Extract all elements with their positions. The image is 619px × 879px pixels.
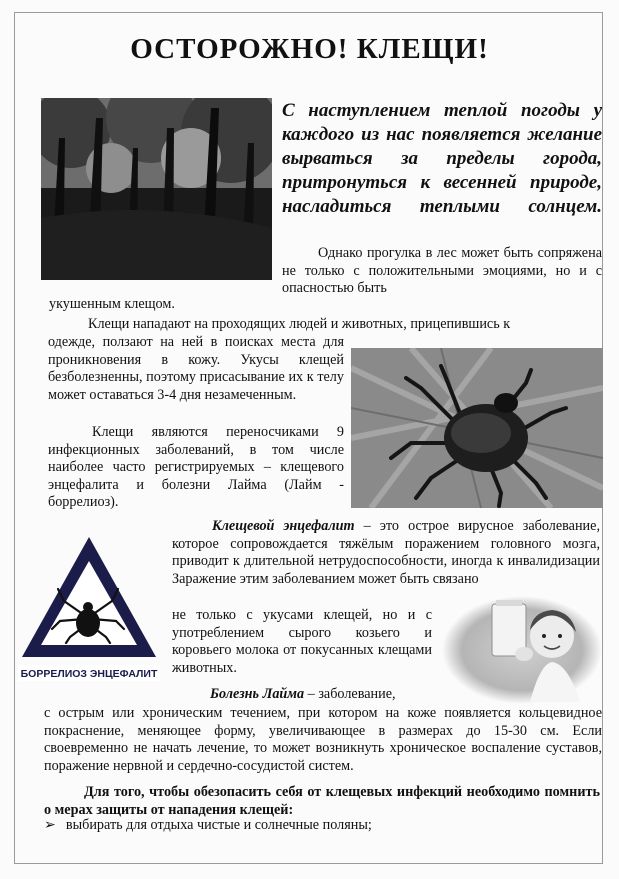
list-item — [44, 817, 372, 835]
intro-text: С наступлением теплой погоды у каждого из нас появляется желание вырваться за пределы города, притронуться к весенней природе, насладиться теплыми солнцем. — [282, 100, 602, 217]
girl-with-milk-photo — [440, 592, 602, 704]
paragraph-walk: Однако прогулка в лес может быть сопряжена не только с положительными эмоциями, но и с опасностью быть — [282, 245, 602, 296]
paragraph-lyme-start — [182, 686, 434, 704]
tick-warning-sign — [16, 531, 162, 683]
page-title: ОСТОРОЖНО! КЛЕЩИ! — [130, 33, 489, 65]
lyme-term: Болезнь Лайма — [210, 686, 305, 702]
paragraph-attack-first-line: Клещи нападают на проходящих людей и животных, прицепившись к — [88, 316, 511, 332]
encephalitis-text: – это острое вирусное заболевание, которое сопровождается тяжёлым поражением головного мозга, приводит к длительной нетрудоспособности, иногда к инвалидизации Заражение этим заболеванием может быть связано — [172, 518, 600, 587]
paragraph-walk-end: укушенным клещом. — [49, 296, 175, 312]
lyme-text-start: – заболевание, — [307, 686, 396, 702]
paragraph-encephalitis-milk: не только с укусами клещей, но и с употреблением сырого козьего и коровьего молока от покусанных клещами животных. — [172, 607, 432, 676]
paragraph-attack: одежде, ползают на ней в поисках места для проникновения в кожу. Укусы клещей безболезненны, поэтому присасывание их к телу может оставаться 3-4 дня незамеченным. — [48, 334, 344, 403]
tick-photo — [351, 348, 603, 508]
paragraph-protection: Для того, чтобы обезопасить себя от клещевых инфекций необходимо помнить о мерах защиты от нападения клещей: — [44, 784, 600, 818]
paragraph-carriers: Клещи являются переносчиками 9 инфекционных заболеваний, в том числе наиболее часто регистрируемых – клещевого энцефалита и болезни Лайма (Лайм - боррелиоз). — [48, 424, 344, 510]
sign-label: БОРРЕЛИОЗ ЭНЦЕФАЛИТ — [20, 668, 158, 680]
list-item-text: выбирать для отдыха чистые и солнечные поляны; — [65, 817, 372, 833]
bullet-arrow-icon: ➢ — [44, 817, 56, 833]
paragraph-encephalitis — [172, 518, 600, 588]
forest-photo — [41, 98, 272, 280]
paragraph-lyme: с острым или хроническим течением, при котором на коже появляется кольцевидное покраснение, меняющее форму, увеличивающее в размерах до 15-30 см. Если своевременно не начать лечение, то может возникнуть хроническое воспаление суставов, поражение нервной и сердечно-сосудистой систем. — [44, 705, 602, 774]
encephalitis-term: Клещевой энцефалит — [212, 518, 355, 534]
